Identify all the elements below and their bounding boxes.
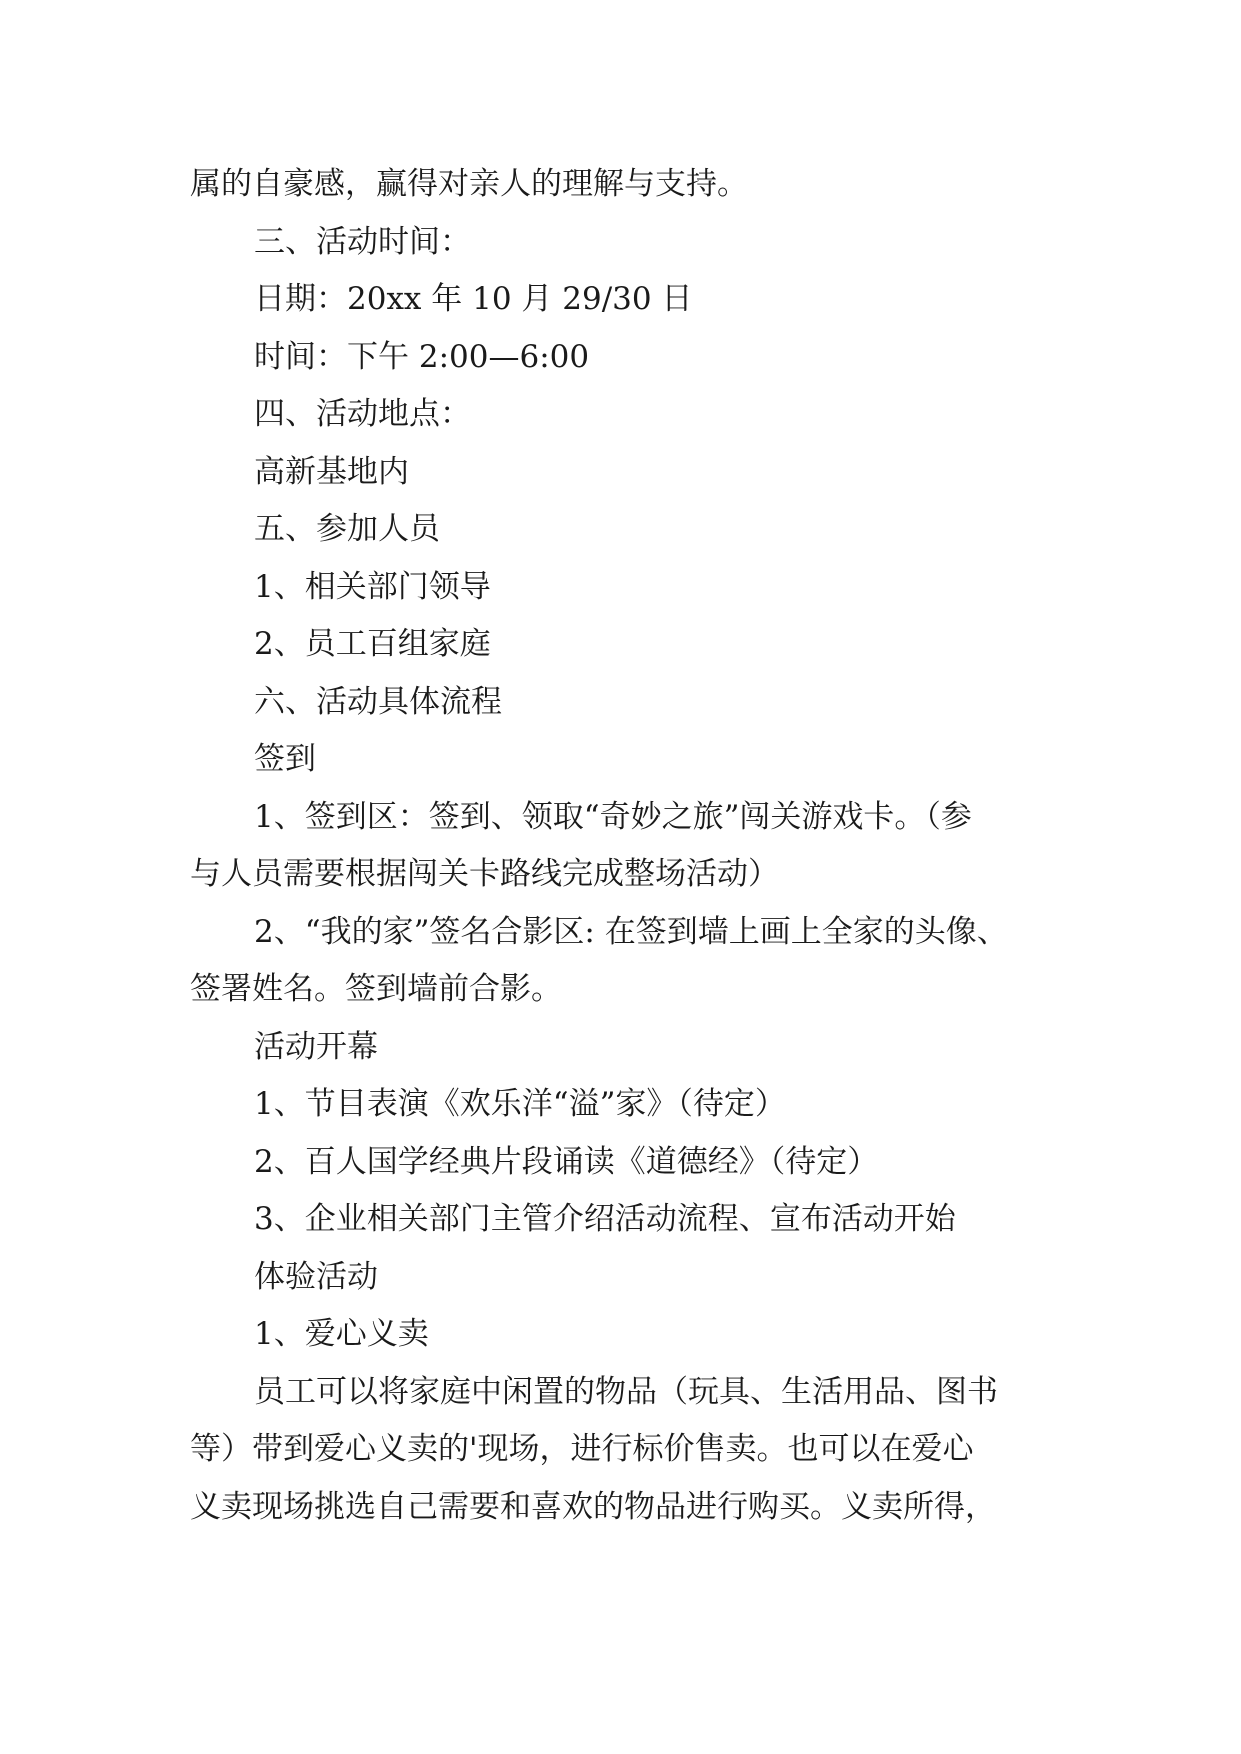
section-heading-time: 三、活动时间：	[254, 224, 471, 260]
section-heading-participants: 五、参加人员	[254, 511, 440, 547]
time-line: 时间：下午 2:00—6:00	[254, 339, 590, 375]
paragraph-line: 1、签到区：签到、领取“奇妙之旅”闯关游戏卡。（参	[254, 799, 972, 835]
paragraph-line: 与人员需要根据闯关卡路线完成整场活动）	[190, 856, 779, 892]
list-item: 2、员工百组家庭	[254, 626, 491, 662]
section-heading-location: 四、活动地点：	[254, 396, 471, 432]
list-item: 2、百人国学经典片段诵读《道德经》（待定）	[254, 1144, 879, 1180]
list-item: 1、相关部门领导	[254, 569, 491, 605]
subheading-experience: 体验活动	[254, 1259, 378, 1295]
paragraph-line: 员工可以将家庭中闲置的物品（玩具、生活用品、图书	[254, 1374, 998, 1410]
paragraph-line: 2、“我的家”签名合影区: 在签到墙上画上全家的头像、	[254, 914, 1008, 950]
paragraph-line: 等）带到爱心义卖的'现场，进行标价售卖。也可以在爱心	[190, 1431, 974, 1467]
paragraph-line: 签署姓名。签到墙前合影。	[190, 971, 562, 1007]
date-line: 日期：20xx 年 10 月 29/30 日	[254, 281, 693, 317]
list-item: 1、爱心义卖	[254, 1316, 429, 1352]
list-item: 1、节目表演《欢乐洋“溢”家》（待定）	[254, 1086, 786, 1122]
subheading-signin: 签到	[254, 741, 316, 777]
paragraph-line: 属的自豪感，赢得对亲人的理解与支持。	[190, 166, 748, 202]
paragraph-line: 义卖现场挑选自己需要和喜欢的物品进行购买。义卖所得，	[190, 1489, 996, 1525]
list-item: 3、企业相关部门主管介绍活动流程、宣布活动开始	[254, 1201, 956, 1237]
location-line: 高新基地内	[254, 454, 409, 490]
subheading-opening: 活动开幕	[254, 1029, 378, 1065]
section-heading-process: 六、活动具体流程	[254, 684, 502, 720]
